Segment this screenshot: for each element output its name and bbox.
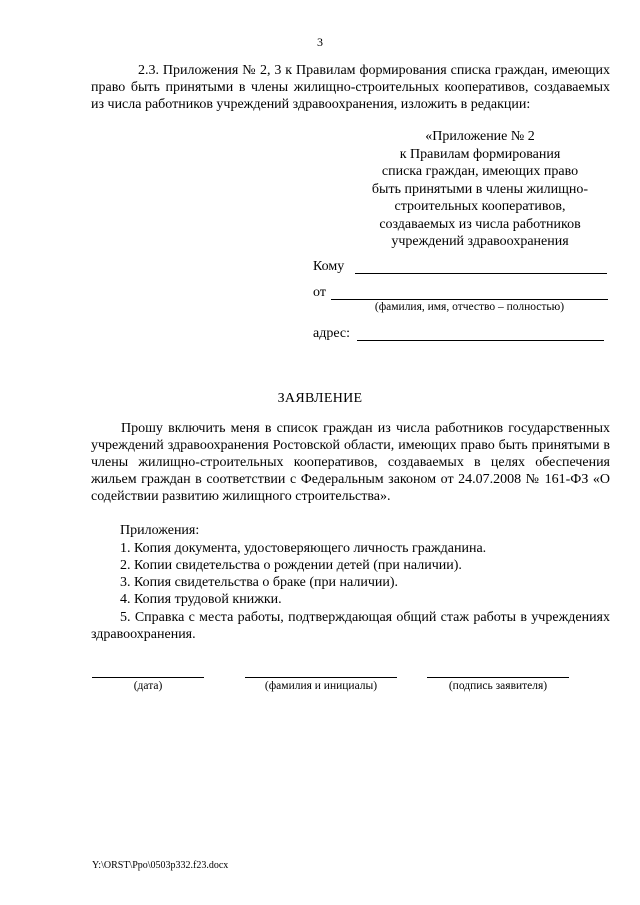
from-label: от bbox=[313, 285, 326, 300]
name-caption: (фамилия и инициалы) bbox=[264, 680, 378, 692]
appendix-line: к Правилам формирования bbox=[399, 146, 561, 162]
appendix-header bbox=[355, 128, 605, 251]
intro-paragraph: 2.3. Приложения № 2, 3 к Правилам формирования списка граждан, имеющих право быть принятыми в члены жилищно-строительных кооперативов, создаваемых из числа работников учреждений здравоохранения, изложить в редакции: bbox=[91, 63, 610, 112]
attachment-item: 4. Копия трудовой книжки. bbox=[120, 592, 282, 607]
document-title: ЗАЯВЛЕНИЕ bbox=[277, 391, 363, 406]
address-label: адрес: bbox=[313, 326, 351, 341]
appendix-line: «Приложение № 2 bbox=[425, 129, 535, 144]
from-field-line[interactable] bbox=[331, 299, 608, 300]
appendix-line: учреждений здравоохранения bbox=[391, 234, 569, 249]
footer-file-path: Y:\ORST\Ppo\0503p332.f23.docx bbox=[92, 860, 229, 871]
attachment-item: 2. Копии свидетельства о рождении детей (при наличии). bbox=[120, 558, 462, 573]
appendix-line: строительных кооперативов, bbox=[394, 199, 566, 214]
address-field-line[interactable] bbox=[357, 340, 604, 341]
attachment-item: 5. Справка с места работы, подтверждающая общий стаж работы в учреждениях здравоохранения. bbox=[91, 610, 610, 642]
to-label: Кому bbox=[313, 259, 345, 274]
to-field-line[interactable] bbox=[355, 273, 607, 274]
signature-line[interactable] bbox=[427, 677, 569, 678]
appendix-line: списка граждан, имеющих право bbox=[381, 164, 579, 179]
attachment-item: 3. Копия свидетельства о браке (при наличии). bbox=[120, 575, 399, 590]
appendix-line: создаваемых из числа работников bbox=[379, 216, 581, 232]
from-caption: (фамилия, имя, отчество – полностью) bbox=[374, 301, 565, 313]
attachments-label: Приложения: bbox=[120, 523, 200, 538]
body-paragraph: Прошу включить меня в список граждан из числа работников государственных учреждений здравоохранения Ростовской области, имеющих право быть принятыми в члены жилищно-строительных кооперативов, создаваемых в целях обеспечения жильем граждан в соответствии с Федеральным законом от 24.07.2008 № 161-ФЗ «О содействии развитию жилищного строительства». bbox=[91, 421, 610, 504]
page-number: 3 bbox=[317, 35, 323, 49]
name-line[interactable] bbox=[245, 677, 397, 678]
appendix-line: быть принятыми в члены жилищно- bbox=[371, 181, 589, 197]
date-caption: (дата) bbox=[133, 680, 163, 692]
date-line[interactable] bbox=[92, 677, 204, 678]
signature-caption: (подпись заявителя) bbox=[448, 680, 548, 692]
attachment-item: 1. Копия документа, удостоверяющего личность гражданина. bbox=[120, 541, 487, 556]
